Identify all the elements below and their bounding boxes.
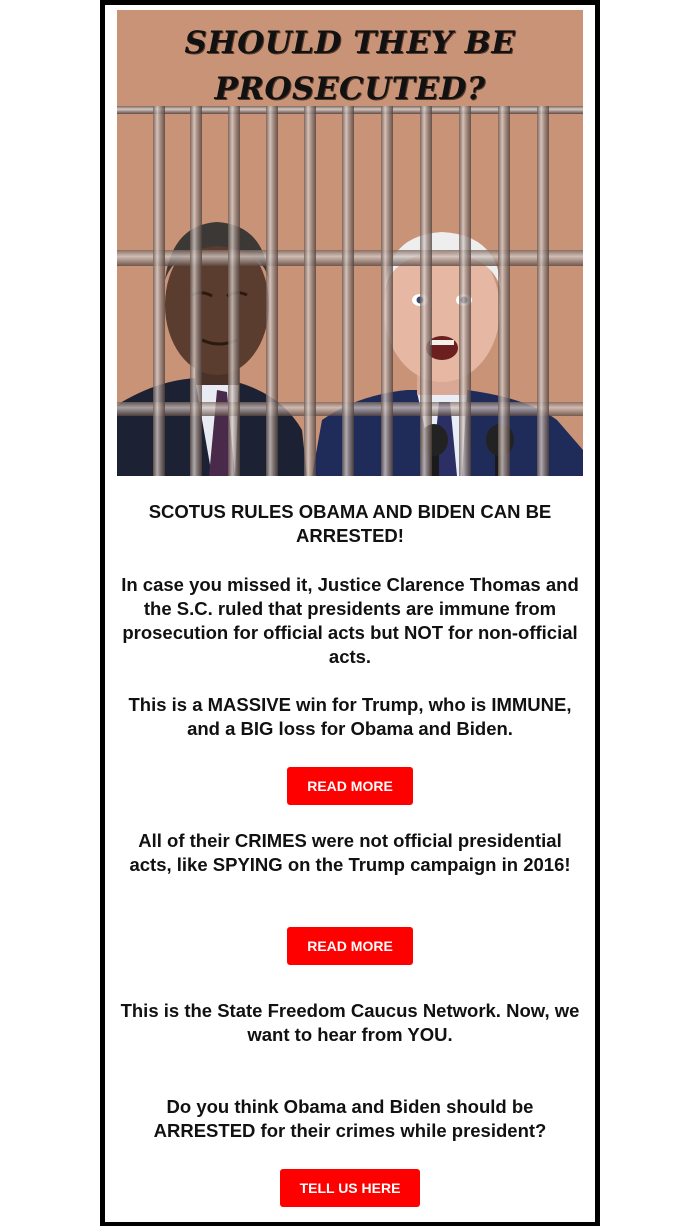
read-more-button-2[interactable]: READ MORE	[287, 927, 413, 965]
crimes-paragraph: All of their CRIMES were not official presidential acts, like SPYING on the Trump campaign in 2016!	[129, 830, 571, 875]
hero-image	[117, 10, 583, 476]
win-paragraph: This is a MASSIVE win for Trump, who is IMMUNE, and a BIG loss for Obama and Biden.	[128, 694, 572, 739]
network-paragraph: This is the State Freedom Caucus Network. Now, we want to hear from YOU.	[120, 1000, 580, 1045]
intro-paragraph: In case you missed it, Justice Clarence Thomas and the S.C. ruled that presidents are immune from prosecution for official acts but NOT for non-official acts.	[121, 574, 579, 667]
tell-us-here-button[interactable]: TELL US HERE	[280, 1169, 420, 1207]
email-card	[100, 0, 600, 1226]
hero-title-line-2: PROSECUTED?	[214, 71, 486, 107]
hero-title-line-1: SHOULD THEY BE	[184, 25, 516, 61]
hero-title	[117, 20, 583, 112]
headline: SCOTUS RULES OBAMA AND BIDEN CAN BE ARRESTED!	[148, 501, 552, 546]
read-more-button-1[interactable]: READ MORE	[287, 767, 413, 805]
question-paragraph: Do you think Obama and Biden should be ARRESTED for their crimes while president?	[153, 1096, 547, 1141]
